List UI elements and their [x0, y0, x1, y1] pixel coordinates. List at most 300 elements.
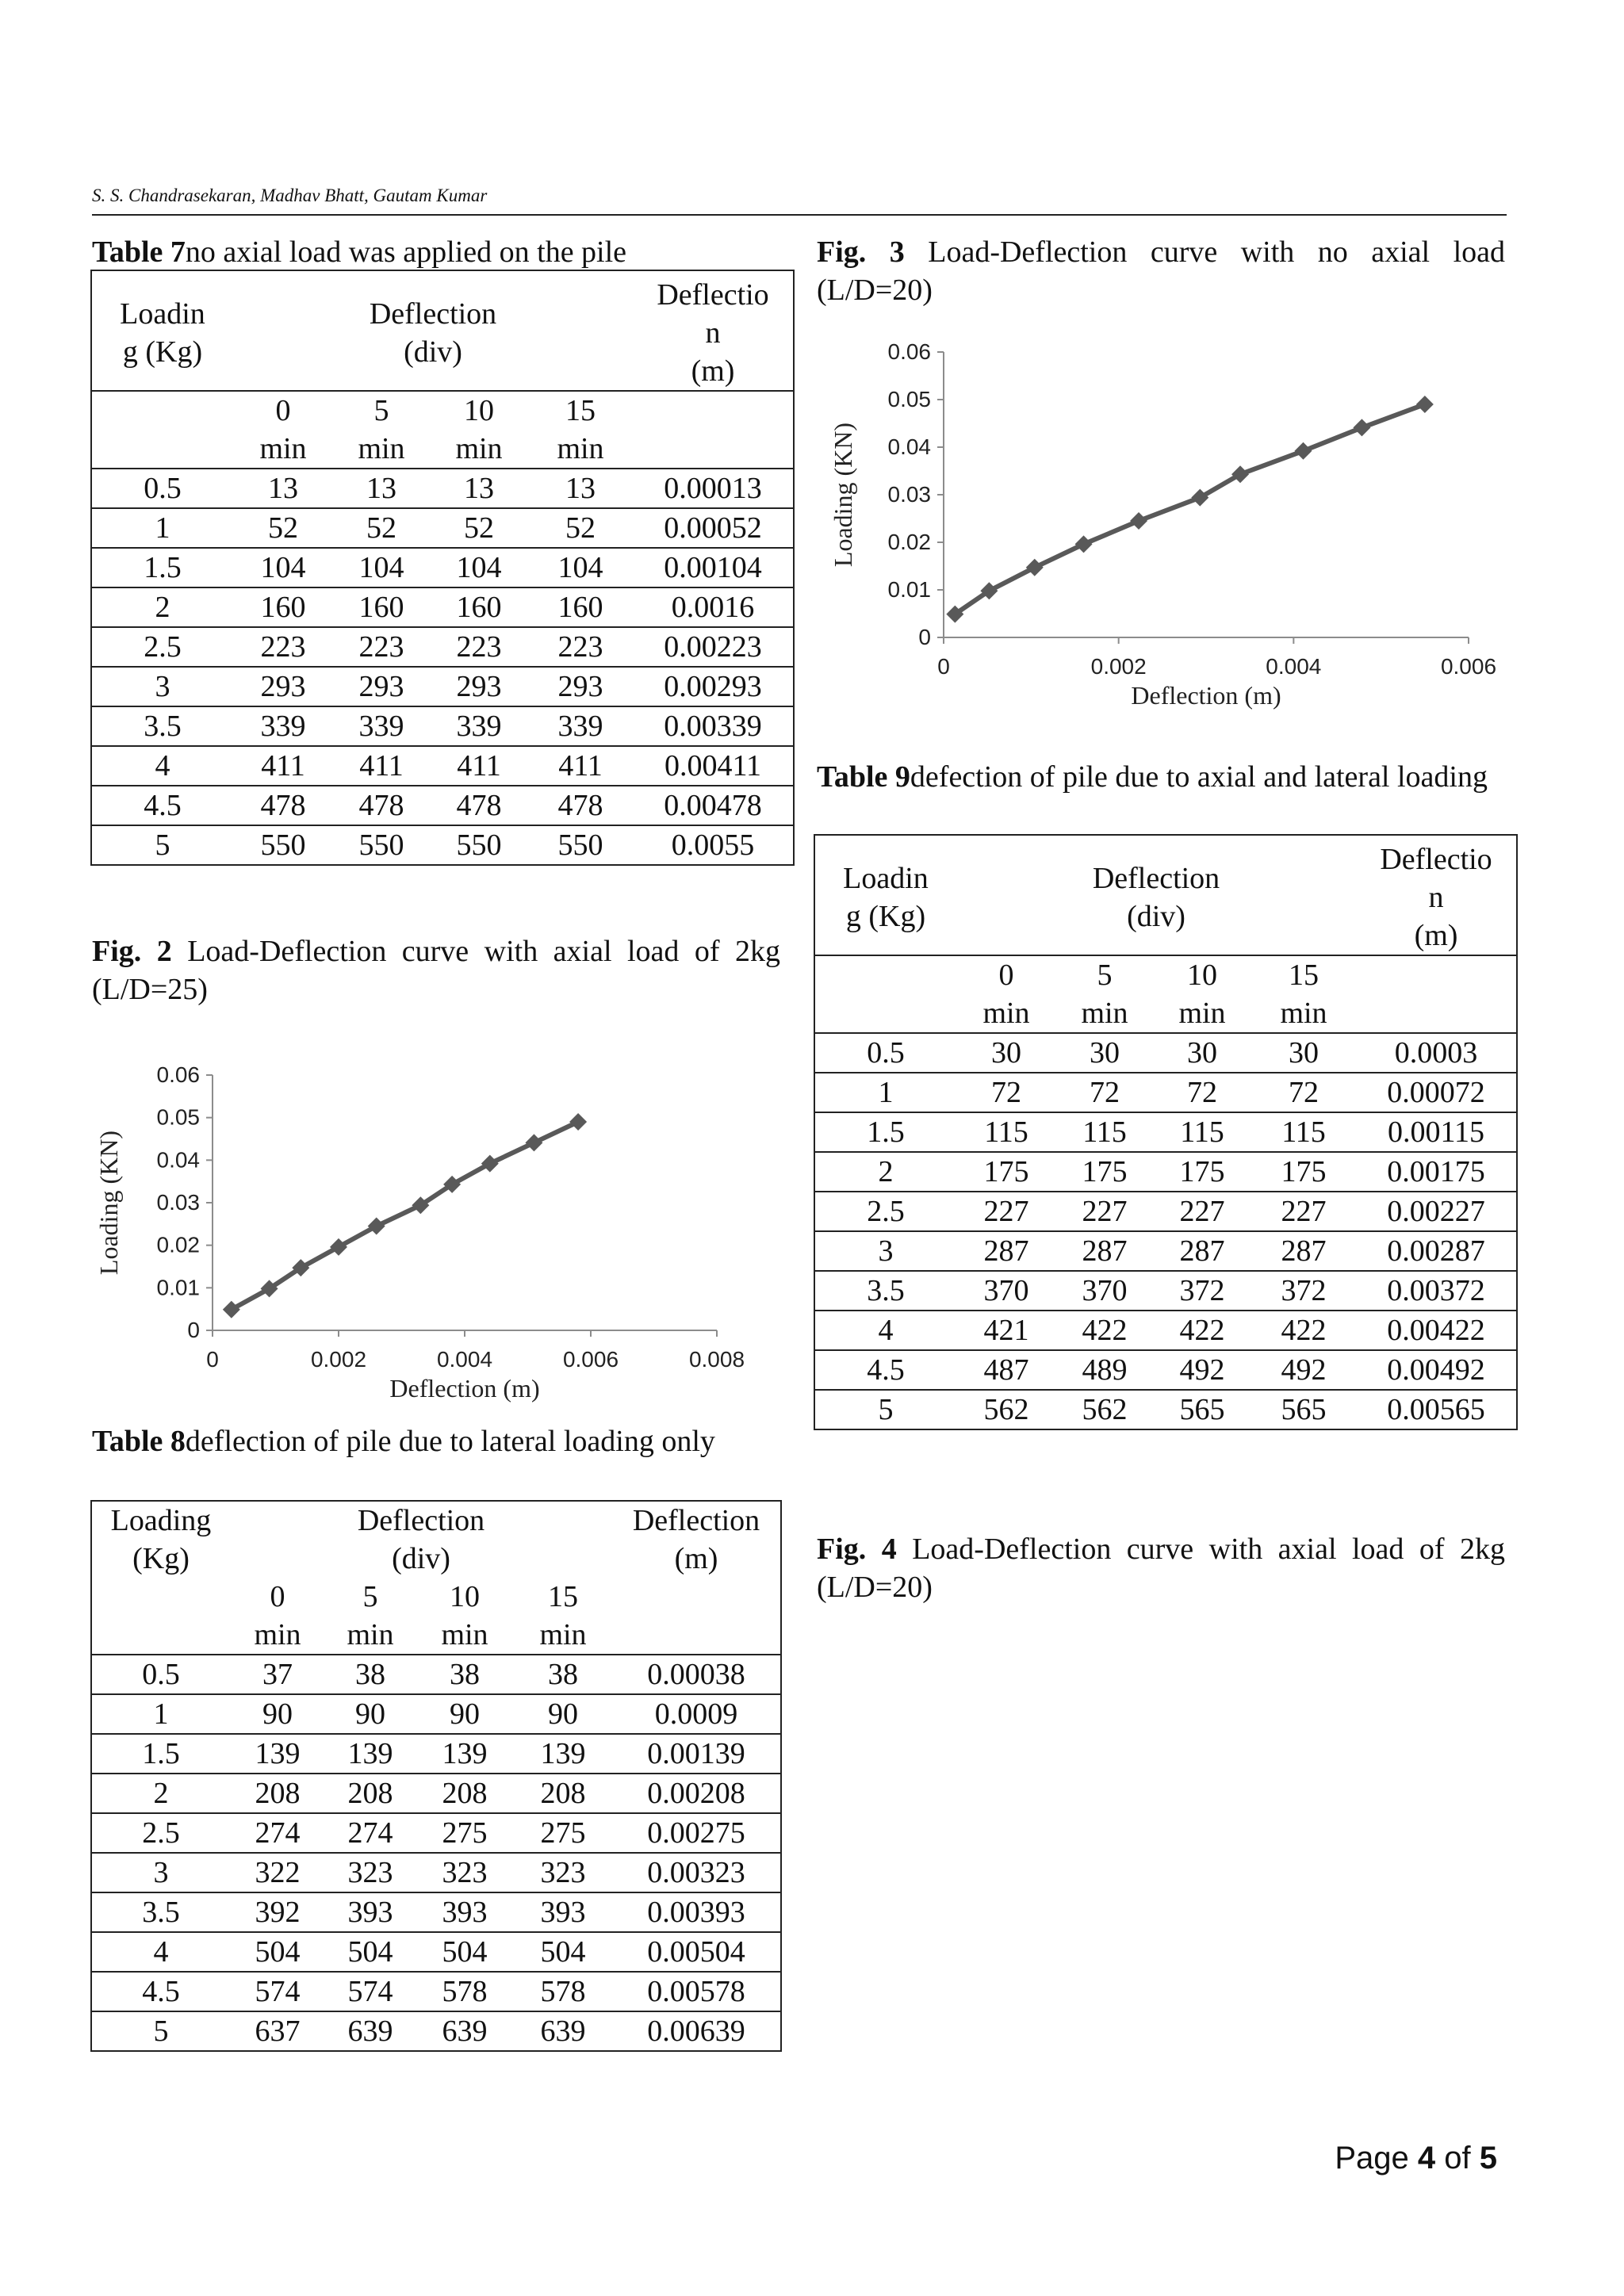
table-cell: 1: [815, 1073, 956, 1112]
table-cell: 293: [528, 667, 633, 706]
table-cell: 13: [333, 469, 430, 508]
table-row: [92, 1853, 780, 1892]
table-cell: 139: [514, 1734, 612, 1774]
data-point: [569, 1113, 587, 1131]
table-cell: 274: [230, 1813, 325, 1853]
y-tick-label: 0.02: [156, 1232, 200, 1257]
table-cell: 4.5: [92, 1972, 230, 2011]
x-tick-label: 0: [937, 654, 950, 679]
table-cell: 223: [528, 627, 633, 667]
table-cell: 227: [1056, 1192, 1153, 1231]
table-cell: 550: [233, 825, 333, 864]
data-point: [330, 1238, 347, 1256]
table-cell: 223: [233, 627, 333, 667]
table-cell: 0.00223: [633, 627, 793, 667]
table8-time: 10 min: [441, 1580, 488, 1651]
table-cell: 223: [430, 627, 528, 667]
table-cell: 3.5: [92, 1892, 230, 1932]
table-cell: 421: [956, 1311, 1056, 1350]
table-cell: 13: [430, 469, 528, 508]
table9-grid: [815, 836, 1516, 1429]
table-cell: 478: [528, 786, 633, 825]
table-cell: 0.00052: [633, 508, 793, 548]
table-cell: 422: [1251, 1311, 1356, 1350]
x-tick-label: 0.008: [688, 1347, 745, 1372]
table-cell: 2: [815, 1152, 956, 1192]
table-cell: 160: [233, 587, 333, 627]
table-row: [815, 1231, 1516, 1271]
table-cell: 550: [333, 825, 430, 864]
x-axis-label: Deflection (m): [1131, 681, 1281, 710]
table-cell: 393: [325, 1892, 416, 1932]
x-axis-label: Deflection (m): [389, 1374, 540, 1402]
table9-caption: [817, 758, 1505, 796]
table-cell: 30: [956, 1033, 1056, 1073]
table-cell: 160: [430, 587, 528, 627]
y-axis-label: Loading (KN): [829, 422, 857, 568]
table-cell: 5: [92, 825, 233, 864]
table-cell: 1.5: [92, 548, 233, 587]
table-cell: 72: [1251, 1073, 1356, 1112]
table-cell: 574: [230, 1972, 325, 2011]
table-row: [815, 1271, 1516, 1311]
table-cell: 393: [514, 1892, 612, 1932]
table-cell: 565: [1153, 1390, 1251, 1429]
table-cell: 0.0009: [612, 1694, 780, 1734]
table-row: [815, 1073, 1516, 1112]
table-cell: 293: [233, 667, 333, 706]
table-cell: 0.00227: [1356, 1192, 1516, 1231]
table-cell: 208: [230, 1774, 325, 1813]
table-row: [92, 706, 793, 746]
table-cell: 4.5: [92, 786, 233, 825]
table-cell: 562: [1056, 1390, 1153, 1429]
table-cell: 411: [528, 746, 633, 786]
table-row: [92, 746, 793, 786]
table7-head-m: Deflectio n (m): [657, 278, 769, 388]
y-tick-label: 0.06: [156, 1062, 200, 1087]
table-cell: 322: [230, 1853, 325, 1892]
table-cell: 0.0055: [633, 825, 793, 864]
table-row: [92, 508, 793, 548]
table-row: [815, 1311, 1516, 1350]
table8-time: 0 min: [254, 1580, 301, 1651]
table-cell: 550: [528, 825, 633, 864]
table8-head-loading: Loading (Kg): [110, 1504, 212, 1575]
fig4-caption-text: Load-Deflection curve with axial load of 2kg (L/D=20): [817, 1533, 1505, 1604]
fig2-chart-svg: [92, 1047, 774, 1411]
data-point: [481, 1155, 499, 1173]
table-cell: 478: [233, 786, 333, 825]
y-tick-label: 0.02: [887, 530, 931, 554]
table-cell: 3: [815, 1231, 956, 1271]
table-cell: 0.00478: [633, 786, 793, 825]
table-cell: 3.5: [92, 706, 233, 746]
table-cell: 287: [1153, 1231, 1251, 1271]
y-tick-label: 0: [918, 625, 931, 649]
fig3-caption-text: Load-Deflection curve with no axial load (L/D=20): [817, 235, 1505, 307]
table-cell: 115: [1153, 1112, 1251, 1152]
table-cell: 3: [92, 1853, 230, 1892]
table-row: [92, 548, 793, 587]
table-cell: 339: [430, 706, 528, 746]
table-cell: 227: [1251, 1192, 1356, 1231]
table7-caption: [92, 233, 790, 271]
fig3-caption: [817, 233, 1505, 309]
table-row: [815, 1152, 1516, 1192]
table7-header-row: [92, 271, 793, 391]
table-cell: 639: [416, 2011, 514, 2050]
table-cell: 0.00275: [612, 1813, 780, 1853]
table-cell: 227: [1153, 1192, 1251, 1231]
data-point: [1353, 419, 1370, 436]
table9-time: 10 min: [1153, 955, 1251, 1033]
y-axis-label: Loading (KN): [94, 1130, 123, 1276]
table-cell: 0.00411: [633, 746, 793, 786]
table9-time: 0 min: [956, 955, 1056, 1033]
table-cell: 0.00115: [1356, 1112, 1516, 1152]
table9-head-div: Deflection (div): [1092, 862, 1220, 933]
x-tick-label: 0: [206, 1347, 219, 1372]
table-cell: 0.0003: [1356, 1033, 1516, 1073]
y-tick-label: 0.06: [887, 339, 931, 364]
table-row: [92, 786, 793, 825]
table-cell: 208: [416, 1774, 514, 1813]
table-cell: 0.5: [92, 469, 233, 508]
table-cell: 90: [514, 1694, 612, 1734]
series-line: [232, 1122, 578, 1310]
data-point: [1416, 396, 1434, 413]
table-cell: 0.00565: [1356, 1390, 1516, 1429]
table-row: [815, 1350, 1516, 1390]
table-cell: 478: [333, 786, 430, 825]
table-cell: 72: [1153, 1073, 1251, 1112]
table-cell: 52: [333, 508, 430, 548]
table-cell: 339: [528, 706, 633, 746]
fig2-chart: [92, 1047, 774, 1415]
table-cell: 0.00372: [1356, 1271, 1516, 1311]
table-cell: 393: [416, 1892, 514, 1932]
table-cell: 2: [92, 1774, 230, 1813]
table-cell: 323: [325, 1853, 416, 1892]
table-row: [92, 627, 793, 667]
table-row: [815, 1192, 1516, 1231]
table9-head-m: Deflectio n (m): [1380, 843, 1492, 952]
table-cell: 550: [430, 825, 528, 864]
table-cell: 504: [416, 1932, 514, 1972]
table9-head-loading: Loadin g (Kg): [843, 862, 929, 933]
table-cell: 492: [1251, 1350, 1356, 1390]
table9-time: 5 min: [1056, 955, 1153, 1033]
table-cell: 574: [325, 1972, 416, 2011]
table-cell: 208: [514, 1774, 612, 1813]
table-cell: 2: [92, 587, 233, 627]
table-row: [815, 1390, 1516, 1429]
table9-caption-text: defection of pile due to axial and lateral loading: [910, 760, 1488, 794]
y-tick-label: 0.05: [156, 1104, 200, 1130]
table-cell: 293: [430, 667, 528, 706]
table-row: [92, 1734, 780, 1774]
table-cell: 637: [230, 2011, 325, 2050]
table-cell: 1: [92, 1694, 230, 1734]
table-cell: 492: [1153, 1350, 1251, 1390]
table-row: [92, 825, 793, 864]
table-cell: 160: [333, 587, 430, 627]
table7-grid: [92, 271, 793, 864]
table-cell: 0.5: [815, 1033, 956, 1073]
table7-time: 5 min: [333, 391, 430, 469]
table-cell: 293: [333, 667, 430, 706]
table-cell: 275: [514, 1813, 612, 1853]
table-cell: 411: [430, 746, 528, 786]
table-row: [92, 2011, 780, 2050]
running-header: S. S. Chandrasekaran, Madhav Bhatt, Gautam Kumar: [92, 186, 1507, 216]
table7-label: Table 7: [92, 235, 186, 269]
table9: [815, 836, 1516, 1429]
table-cell: 478: [430, 786, 528, 825]
table-cell: 0.00323: [612, 1853, 780, 1892]
table-cell: 0.00339: [633, 706, 793, 746]
table-cell: 175: [1251, 1152, 1356, 1192]
table-cell: 72: [956, 1073, 1056, 1112]
table-row: [92, 1694, 780, 1734]
table-cell: 38: [514, 1655, 612, 1694]
page-number: Page 4 of 5: [1335, 2141, 1497, 2175]
table-row: [92, 1892, 780, 1932]
table8-header-row: [92, 1502, 780, 1578]
x-tick-label: 0.002: [1090, 654, 1147, 679]
table-row: [92, 587, 793, 627]
table-cell: 0.00072: [1356, 1073, 1516, 1112]
y-tick-label: 0.05: [887, 387, 931, 411]
table-cell: 411: [233, 746, 333, 786]
data-point: [368, 1218, 385, 1235]
table-cell: 0.00504: [612, 1932, 780, 1972]
table-cell: 0.00639: [612, 2011, 780, 2050]
table-cell: 0.00578: [612, 1972, 780, 2011]
table-cell: 639: [325, 2011, 416, 2050]
table-cell: 411: [333, 746, 430, 786]
y-tick-label: 0: [187, 1318, 200, 1342]
table-cell: 30: [1251, 1033, 1356, 1073]
table7-time: 15 min: [528, 391, 633, 469]
x-tick-label: 0.006: [1440, 654, 1497, 679]
table-cell: 72: [1056, 1073, 1153, 1112]
fig4-caption: [817, 1530, 1505, 1606]
table-row: [92, 1774, 780, 1813]
x-tick-label: 0.004: [1266, 654, 1322, 679]
data-point: [223, 1301, 240, 1318]
fig3-label: Fig. 3: [817, 235, 905, 269]
table-cell: 323: [514, 1853, 612, 1892]
table-cell: 339: [233, 706, 333, 746]
table8-grid: [92, 1502, 780, 2050]
fig3-chart-svg: [825, 333, 1507, 729]
table-cell: 0.00038: [612, 1655, 780, 1694]
y-tick-label: 0.04: [887, 434, 931, 459]
table-cell: 104: [430, 548, 528, 587]
table-cell: 565: [1251, 1390, 1356, 1429]
table-cell: 90: [230, 1694, 325, 1734]
table-cell: 0.00393: [612, 1892, 780, 1932]
table-row: [92, 1813, 780, 1853]
table-cell: 4: [815, 1311, 956, 1350]
table-cell: 0.0016: [633, 587, 793, 627]
table-row: [92, 667, 793, 706]
table-row: [92, 1655, 780, 1694]
fig4-label: Fig. 4: [817, 1533, 897, 1566]
fig2-label: Fig. 2: [92, 935, 172, 968]
table7-time-row: [92, 391, 793, 469]
table-cell: 562: [956, 1390, 1056, 1429]
table-cell: 1.5: [815, 1112, 956, 1152]
table-cell: 370: [1056, 1271, 1153, 1311]
table7-caption-text: no axial load was applied on the pile: [185, 235, 627, 269]
table-cell: 3: [92, 667, 233, 706]
table-cell: 175: [1153, 1152, 1251, 1192]
table-cell: 4.5: [815, 1350, 956, 1390]
table-cell: 115: [1056, 1112, 1153, 1152]
table-cell: 37: [230, 1655, 325, 1694]
table-cell: 227: [956, 1192, 1056, 1231]
table-cell: 104: [233, 548, 333, 587]
table-cell: 115: [956, 1112, 1056, 1152]
table-cell: 504: [325, 1932, 416, 1972]
fig2-caption-text: Load-Deflection curve with axial load of 2kg (L/D=25): [92, 935, 780, 1006]
table-cell: 0.00492: [1356, 1350, 1516, 1390]
table-cell: 287: [956, 1231, 1056, 1271]
table-cell: 372: [1251, 1271, 1356, 1311]
table-cell: 1: [92, 508, 233, 548]
table-cell: 487: [956, 1350, 1056, 1390]
x-tick-label: 0.006: [562, 1347, 619, 1372]
table-row: [815, 1033, 1516, 1073]
table9-time-row: [815, 955, 1516, 1033]
table-cell: 208: [325, 1774, 416, 1813]
fig2-caption: [92, 932, 780, 1008]
table-cell: 4: [92, 746, 233, 786]
table-cell: 372: [1153, 1271, 1251, 1311]
table-cell: 104: [528, 548, 633, 587]
data-point: [1075, 535, 1093, 553]
table-cell: 422: [1153, 1311, 1251, 1350]
table-cell: 0.00104: [633, 548, 793, 587]
y-tick-label: 0.04: [156, 1147, 200, 1173]
table7-time: 0 min: [233, 391, 333, 469]
table-cell: 1.5: [92, 1734, 230, 1774]
table-cell: 90: [416, 1694, 514, 1734]
table-cell: 504: [230, 1932, 325, 1972]
table8-time: 15 min: [539, 1580, 587, 1651]
table8-caption: [92, 1422, 780, 1460]
table-cell: 287: [1056, 1231, 1153, 1271]
table-cell: 30: [1153, 1033, 1251, 1073]
table-cell: 104: [333, 548, 430, 587]
x-tick-label: 0.002: [310, 1347, 367, 1372]
table9-header-row: [815, 836, 1516, 955]
table-cell: 223: [333, 627, 430, 667]
table-cell: 0.00013: [633, 469, 793, 508]
table-cell: 578: [514, 1972, 612, 2011]
table9-label: Table 9: [817, 760, 910, 794]
table8-caption-text: deflection of pile due to lateral loading only: [185, 1425, 715, 1458]
table-cell: 160: [528, 587, 633, 627]
table7: [92, 271, 793, 864]
table-cell: 287: [1251, 1231, 1356, 1271]
data-point: [1026, 559, 1044, 576]
fig3-chart: [825, 333, 1507, 733]
table-cell: 0.00139: [612, 1734, 780, 1774]
table-cell: 0.00287: [1356, 1231, 1516, 1271]
table-cell: 2.5: [815, 1192, 956, 1231]
table-cell: 90: [325, 1694, 416, 1734]
table-cell: 0.00175: [1356, 1152, 1516, 1192]
table-cell: 4: [92, 1932, 230, 1972]
table-cell: 2.5: [92, 1813, 230, 1853]
table-cell: 274: [325, 1813, 416, 1853]
table-cell: 175: [956, 1152, 1056, 1192]
table8: [92, 1502, 780, 2050]
y-tick-label: 0.03: [887, 482, 931, 507]
y-tick-label: 0.01: [156, 1275, 200, 1300]
table-cell: 504: [514, 1932, 612, 1972]
table-cell: 115: [1251, 1112, 1356, 1152]
table-cell: 0.00208: [612, 1774, 780, 1813]
table-cell: 0.00422: [1356, 1311, 1516, 1350]
table8-time: 5 min: [347, 1580, 394, 1651]
table-cell: 175: [1056, 1152, 1153, 1192]
table-cell: 52: [233, 508, 333, 548]
table8-head-m: Deflection (m): [632, 1504, 760, 1575]
table7-head-loading: Loadin g (Kg): [120, 297, 205, 369]
table-cell: 2.5: [92, 627, 233, 667]
table-cell: 578: [416, 1972, 514, 2011]
table-cell: 323: [416, 1853, 514, 1892]
x-tick-label: 0.004: [436, 1347, 493, 1372]
table-cell: 392: [230, 1892, 325, 1932]
table-cell: 5: [815, 1390, 956, 1429]
table-cell: 5: [92, 2011, 230, 2050]
series-line: [955, 404, 1425, 614]
y-tick-label: 0.01: [887, 577, 931, 602]
table-cell: 13: [528, 469, 633, 508]
table8-label: Table 8: [92, 1425, 186, 1458]
table-row: [815, 1112, 1516, 1152]
table-row: [92, 469, 793, 508]
table-cell: 139: [230, 1734, 325, 1774]
table-cell: 370: [956, 1271, 1056, 1311]
table-cell: 339: [333, 706, 430, 746]
table-cell: 0.5: [92, 1655, 230, 1694]
table-cell: 52: [528, 508, 633, 548]
data-point: [525, 1134, 542, 1151]
table8-time-row: [92, 1578, 780, 1655]
table-cell: 38: [325, 1655, 416, 1694]
data-point: [1130, 512, 1147, 530]
table-row: [92, 1932, 780, 1972]
table-cell: 13: [233, 469, 333, 508]
table-cell: 139: [416, 1734, 514, 1774]
table-cell: 489: [1056, 1350, 1153, 1390]
table-cell: 422: [1056, 1311, 1153, 1350]
table9-time: 15 min: [1251, 955, 1356, 1033]
y-tick-label: 0.03: [156, 1190, 200, 1215]
table8-head-div: Deflection (div): [357, 1504, 485, 1575]
table-cell: 3.5: [815, 1271, 956, 1311]
table-cell: 275: [416, 1813, 514, 1853]
table-cell: 38: [416, 1655, 514, 1694]
table-cell: 52: [430, 508, 528, 548]
